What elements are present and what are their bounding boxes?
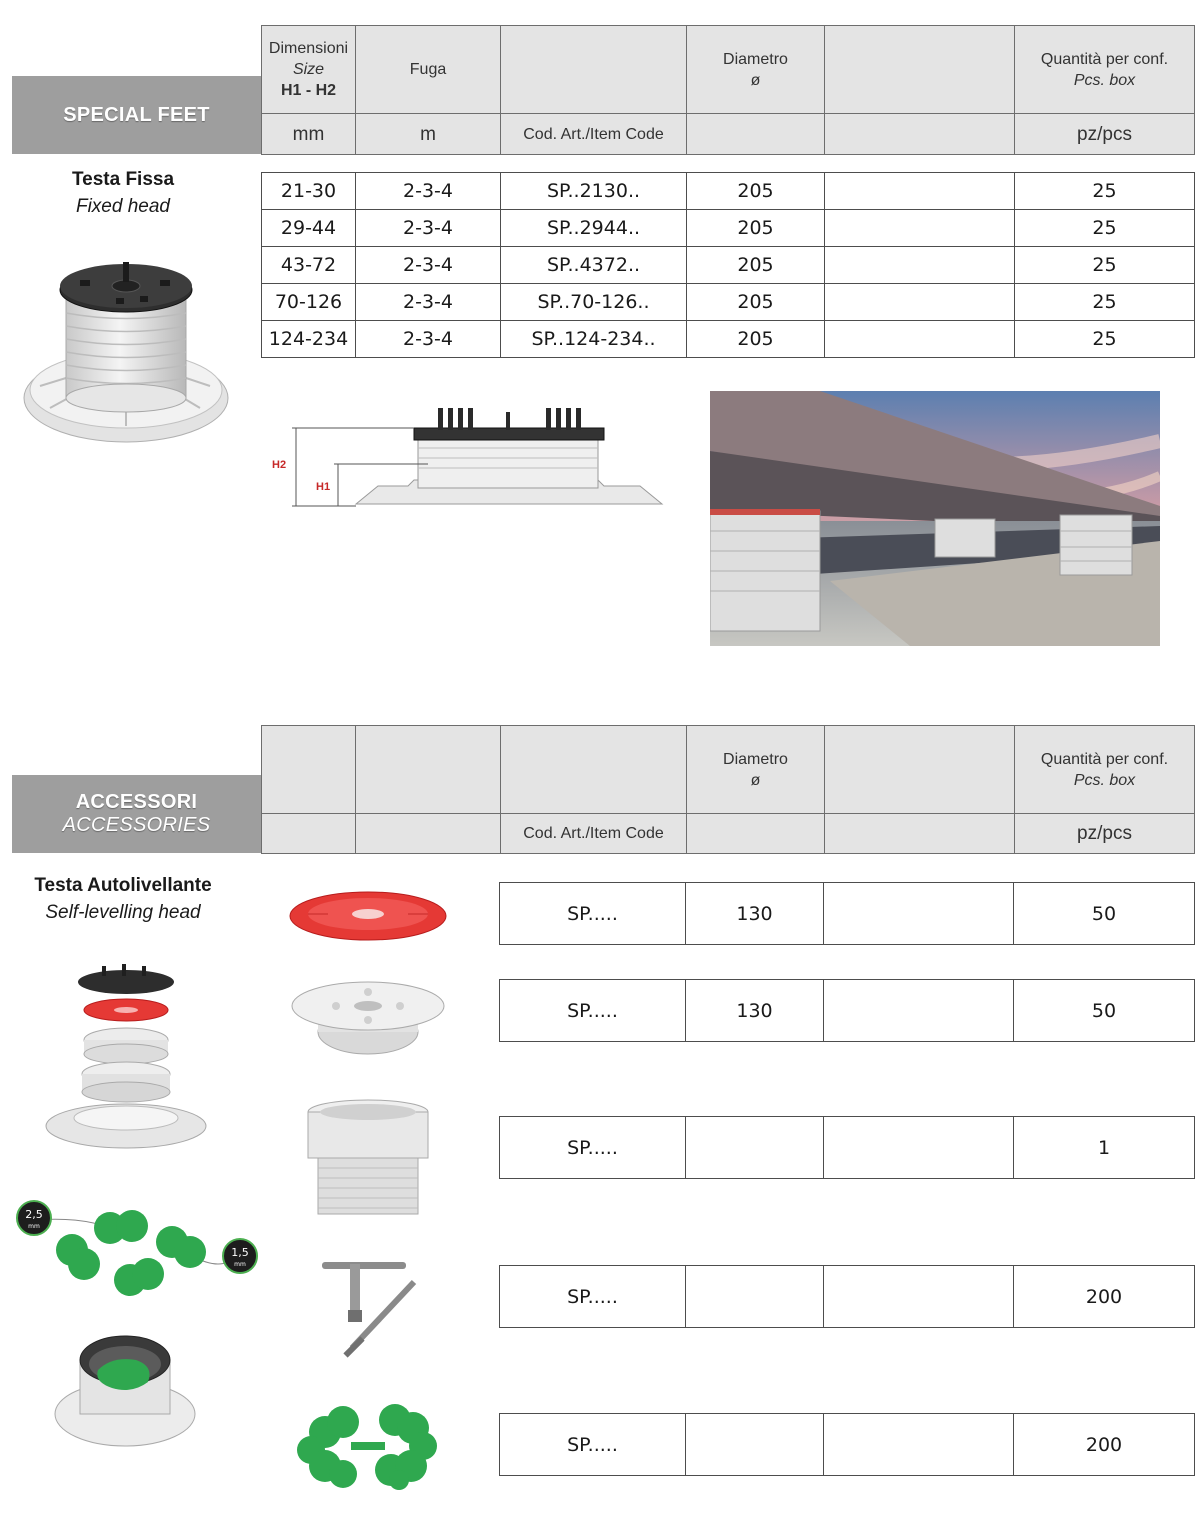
accessories-header [261,725,1195,854]
acc-unit-code: Cod. Art./Item Code [501,814,687,854]
self-levelling-head-title [12,872,234,926]
header-empty-2 [825,26,1015,114]
header-empty-1 [501,26,687,114]
acc-cell-qty: 50 [1014,883,1195,945]
table-row [262,247,1195,284]
cell-size: 70-126 [262,284,356,321]
cell-empty [825,284,1015,321]
cell-qty: 25 [1015,284,1195,321]
cell-fuga: 2-3-4 [356,247,501,284]
cell-size: 43-72 [262,247,356,284]
special-feet-label [12,76,261,154]
special-feet-title: SPECIAL FEET [63,103,210,126]
acc-header-diameter [687,726,825,814]
acc-cell-code: SP..... [500,1117,686,1179]
cell-code: SP..124-234.. [501,321,687,358]
acc-header-diameter-symbol: ø [750,771,761,789]
table-row [262,321,1195,358]
cell-code: SP..2130.. [501,173,687,210]
shim-right-unit: mm [234,1261,246,1268]
table-row [262,210,1195,247]
cell-size: 29-44 [262,210,356,247]
self-levelling-name: Testa Autolivellante [34,875,212,896]
cell-qty: 25 [1015,210,1195,247]
acc-cell-empty [824,980,1014,1042]
header-size-it: Dimensioni [268,40,349,57]
acc-cell-code: SP..... [500,883,686,945]
acc-unit-empty-3 [687,814,825,854]
acc-header-qty-en: Pcs. box [1073,771,1136,789]
header-qty [1015,26,1195,114]
header-size-en: Size [292,61,325,78]
shim-right-value: 1,5 [231,1246,249,1259]
acc-header-empty-4 [825,726,1015,814]
header-qty-en: Pcs. box [1073,71,1136,89]
unit-empty-1 [687,114,825,155]
cell-fuga: 2-3-4 [356,210,501,247]
extension-sleeve-image [305,1098,431,1220]
acc-cell-diameter: 130 [686,883,824,945]
acc-cell-diameter [686,1266,824,1328]
acc-cell-diameter: 130 [686,980,824,1042]
pedestal-dimension-diagram [268,402,664,512]
acc-cell-diameter [686,1117,824,1179]
shim-left-value: 2,5 [25,1208,43,1221]
acc-cell-empty [824,1117,1014,1179]
table-row [262,284,1195,321]
header-diameter-it: Diametro [723,50,788,68]
unit-code: Cod. Art./Item Code [501,114,687,155]
acc-cell-empty [824,1414,1014,1476]
shims-with-thickness-image [12,1200,260,1300]
accessory-row [499,1116,1195,1179]
cell-diameter: 205 [687,284,825,321]
cell-size: 124-234 [262,321,356,358]
cell-code: SP..4372.. [501,247,687,284]
cell-fuga: 2-3-4 [356,173,501,210]
cell-size: 21-30 [262,173,356,210]
acc-cell-diameter [686,1414,824,1476]
cell-code: SP..2944.. [501,210,687,247]
header-qty-it: Quantità per conf. [1040,50,1169,68]
cell-diameter: 205 [687,321,825,358]
unit-pcs: pz/pcs [1015,114,1195,155]
cell-empty [825,247,1015,284]
acc-header-qty-it: Quantità per conf. [1040,750,1169,768]
cell-fuga: 2-3-4 [356,284,501,321]
accessory-row [499,1413,1195,1476]
cell-qty: 25 [1015,247,1195,284]
table-row [262,173,1195,210]
fixed-head-name: Testa Fissa [71,169,175,190]
cell-code: SP..70-126.. [501,284,687,321]
acc-cell-code: SP..... [500,1266,686,1328]
acc-cell-empty [824,883,1014,945]
diagram-h1-label: H1 [316,481,331,493]
head-with-shim-image [52,1330,198,1448]
acc-unit-pcs: pz/pcs [1015,814,1195,854]
acc-header-empty-3 [501,726,687,814]
header-fuga: Fuga [356,26,501,114]
shim-left-unit: mm [28,1223,40,1230]
adjustment-key-image [318,1256,422,1362]
green-shims-image [295,1402,441,1490]
acc-cell-qty: 50 [1014,980,1195,1042]
acc-cell-code: SP..... [500,1414,686,1476]
header-size-h: H1 - H2 [280,82,337,99]
cell-empty [825,321,1015,358]
acc-header-diameter-it: Diametro [723,750,788,768]
acc-unit-empty-1 [262,814,356,854]
header-size [262,26,356,114]
fixed-head-title [12,166,234,220]
cell-empty [825,173,1015,210]
acc-header-empty-1 [262,726,356,814]
acc-unit-empty-4 [825,814,1015,854]
fixed-head-pedestal-image [20,258,232,458]
acc-header-qty [1015,726,1195,814]
accessory-row [499,882,1195,945]
fixed-head-name-en: Fixed head [75,196,170,217]
diagram-h2-label: H2 [272,459,287,471]
cell-qty: 25 [1015,173,1195,210]
unit-m: m [356,114,501,155]
acc-cell-qty: 1 [1014,1117,1195,1179]
unit-empty-2 [825,114,1015,155]
exploded-head-image [42,962,210,1152]
cell-fuga: 2-3-4 [356,321,501,358]
accessory-row [499,979,1195,1042]
acc-cell-code: SP..... [500,980,686,1042]
accessories-title-en: ACCESSORIES [62,814,211,836]
acc-cell-qty: 200 [1014,1414,1195,1476]
accessories-title: ACCESSORI [75,791,198,813]
self-levelling-name-en: Self-levelling head [45,902,201,923]
acc-cell-empty [824,1266,1014,1328]
cell-diameter: 205 [687,173,825,210]
accessories-label [12,775,261,853]
red-levelling-disc-image [288,888,448,944]
special-feet-table [261,172,1195,358]
special-feet-header [261,25,1195,155]
cell-diameter: 205 [687,210,825,247]
acc-unit-empty-2 [356,814,501,854]
terrace-installation-photo [710,391,1160,646]
cell-diameter: 205 [687,247,825,284]
cell-qty: 25 [1015,321,1195,358]
accessory-row [499,1265,1195,1328]
header-diameter [687,26,825,114]
white-adapter-ring-image [288,976,448,1058]
cell-empty [825,210,1015,247]
acc-header-empty-2 [356,726,501,814]
header-diameter-symbol: ø [750,71,761,89]
unit-mm: mm [262,114,356,155]
acc-cell-qty: 200 [1014,1266,1195,1328]
